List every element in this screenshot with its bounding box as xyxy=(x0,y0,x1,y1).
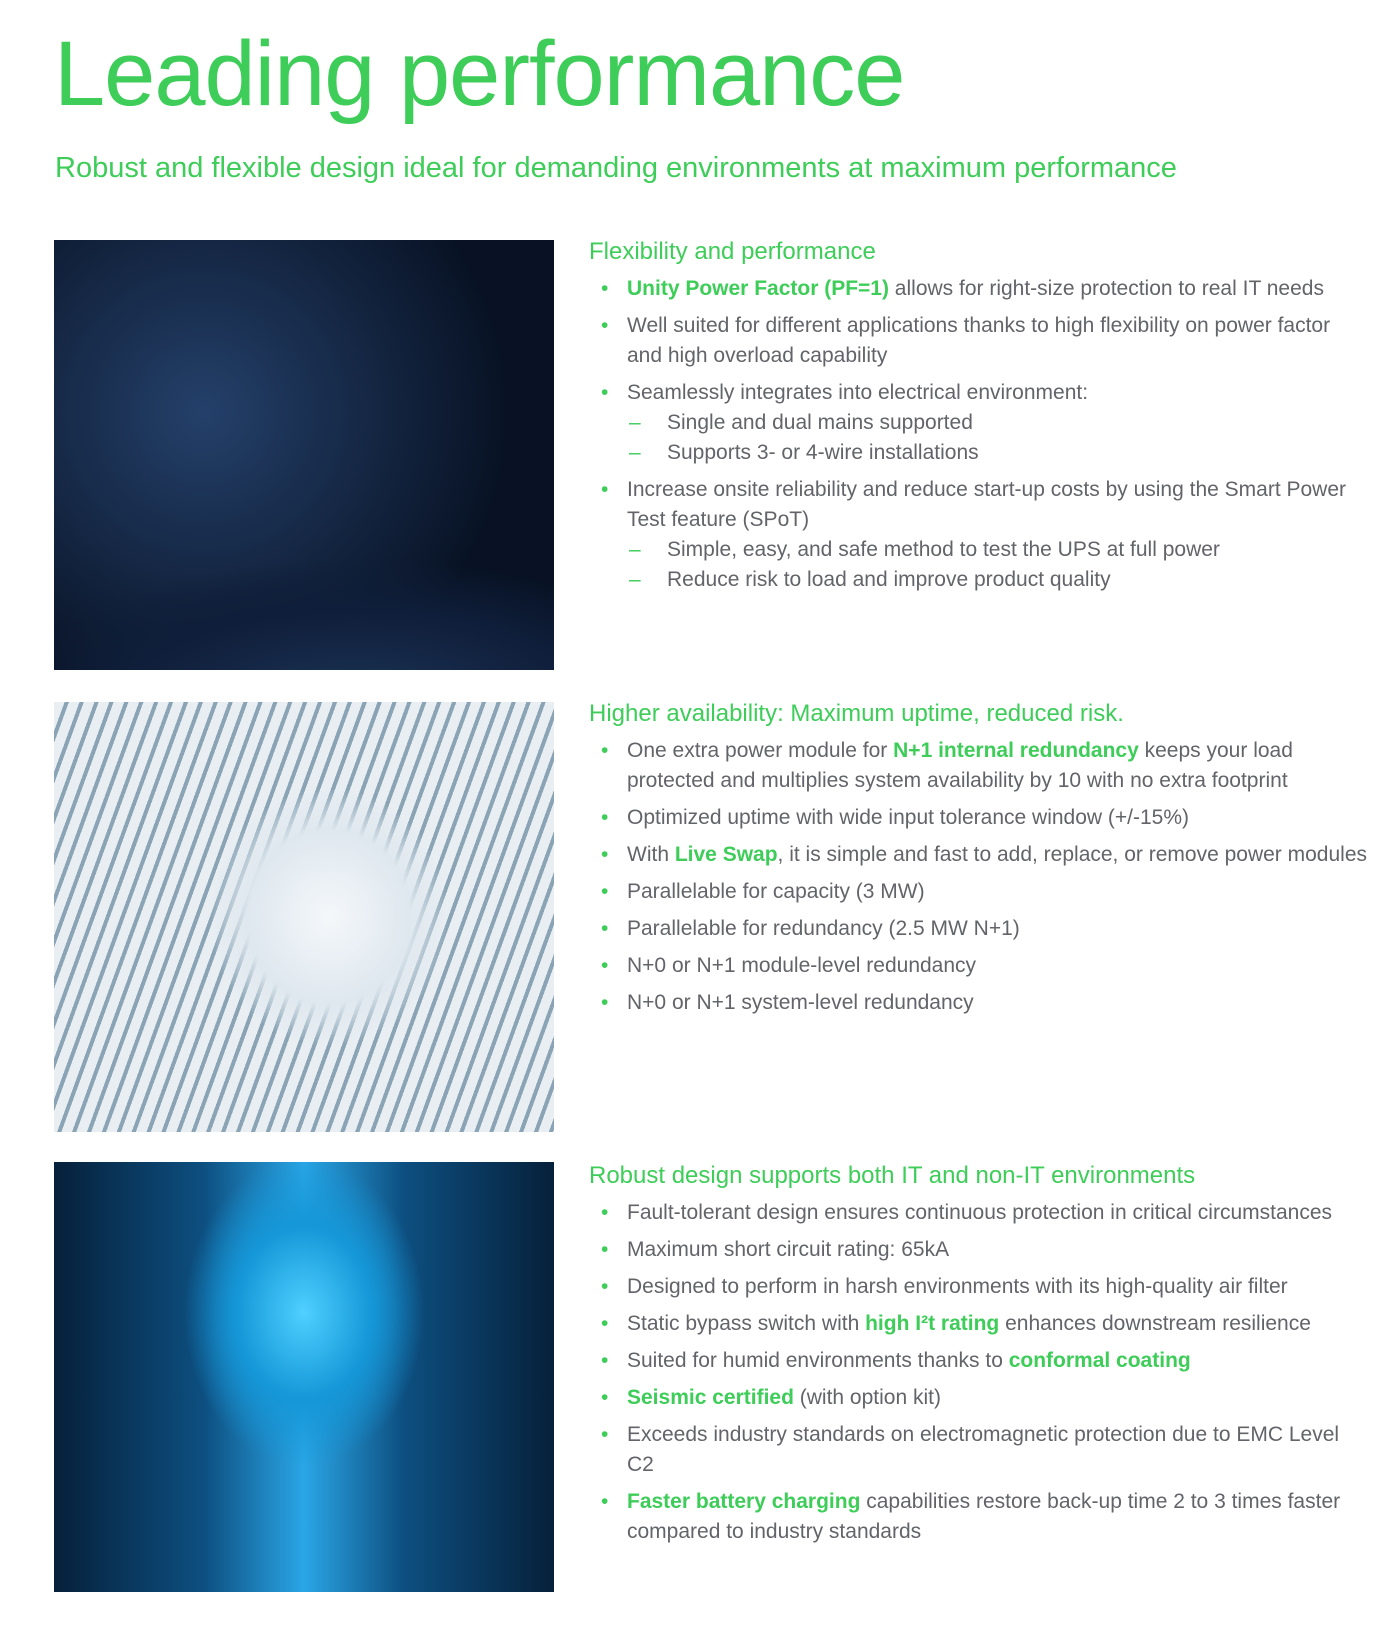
list-item: • Well suited for different applications thanks to high flexibility on power factor and high overload capability xyxy=(589,311,1369,371)
list-item: • Fault-tolerant design ensures continuous protection in critical circumstances xyxy=(589,1198,1369,1228)
sub-list-item: – Simple, easy, and safe method to test the UPS at full power xyxy=(589,535,1369,565)
list-item: • Exceeds industry standards on electromagnetic protection due to EMC Level C2 xyxy=(589,1420,1369,1480)
section-flexibility xyxy=(589,238,1369,595)
highlight: N+1 internal redundancy xyxy=(893,739,1139,762)
list-item xyxy=(589,1309,1369,1339)
list-item: • N+0 or N+1 system-level redundancy xyxy=(589,988,1369,1018)
text: capabilities restore back-up time 2 to 3 times faster compared to industry standards xyxy=(627,1490,1341,1543)
section-heading: Robust design supports both IT and non-IT environments xyxy=(589,1162,1196,1189)
highlight: conformal coating xyxy=(1008,1349,1191,1372)
list-item xyxy=(589,736,1369,796)
list-item xyxy=(589,1383,1369,1413)
list-item xyxy=(589,840,1369,870)
list-item xyxy=(589,1487,1369,1547)
section-heading: Higher availability: Maximum uptime, reduced risk. xyxy=(589,700,1124,727)
list-item: • Optimized uptime with wide input tolerance window (+/-15%) xyxy=(589,803,1369,833)
text: keeps your load protected and multiplies system availability by 10 with no extra footprint xyxy=(627,739,1293,792)
list-item xyxy=(589,1346,1369,1376)
sub-list-item: – Supports 3- or 4-wire installations xyxy=(589,438,1369,468)
list-item: • Designed to perform in harsh environments with its high-quality air filter xyxy=(589,1272,1369,1302)
text: (with option kit) xyxy=(793,1386,941,1409)
sub-list-item: – Single and dual mains supported xyxy=(589,408,1369,438)
highlight: Seismic certified xyxy=(627,1386,794,1409)
list-item: • Parallelable for capacity (3 MW) xyxy=(589,877,1369,907)
text: One extra power module for xyxy=(627,739,894,762)
list-item xyxy=(589,274,1369,304)
text: enhances downstream resilience xyxy=(999,1312,1311,1335)
page-title: Leading performance xyxy=(54,23,905,125)
data-center-image xyxy=(54,1162,554,1592)
list-item: • Seamlessly integrates into electrical environment: xyxy=(589,378,1369,408)
list-item: • N+0 or N+1 module-level redundancy xyxy=(589,951,1369,981)
tree-buildings-image xyxy=(54,702,554,1132)
text: Suited for humid environments thanks to xyxy=(627,1349,1009,1372)
section-availability xyxy=(589,700,1369,1025)
earth-network-image xyxy=(54,240,554,670)
sub-list-item: – Reduce risk to load and improve product quality xyxy=(589,565,1369,595)
highlight: Faster battery charging xyxy=(627,1490,861,1513)
highlight: high I²t rating xyxy=(865,1312,1000,1335)
section-robust-design xyxy=(589,1162,1369,1554)
page-subtitle: Robust and flexible design ideal for demanding environments at maximum performance xyxy=(55,152,1177,184)
list-item: • Parallelable for redundancy (2.5 MW N+1) xyxy=(589,914,1369,944)
text: Static bypass switch with xyxy=(627,1312,866,1335)
highlight: Unity Power Factor (PF=1) xyxy=(627,277,889,300)
section-heading: Flexibility and performance xyxy=(589,238,876,265)
highlight: Live Swap xyxy=(674,843,778,866)
list-item: • Increase onsite reliability and reduce start-up costs by using the Smart Power Test feature (SPoT) xyxy=(589,475,1369,535)
text: , it is simple and fast to add, replace, or remove power modules xyxy=(777,843,1367,866)
text: allows for right-size protection to real IT needs xyxy=(888,277,1324,300)
list-item: • Maximum short circuit rating: 65kA xyxy=(589,1235,1369,1265)
text: With xyxy=(627,843,675,866)
